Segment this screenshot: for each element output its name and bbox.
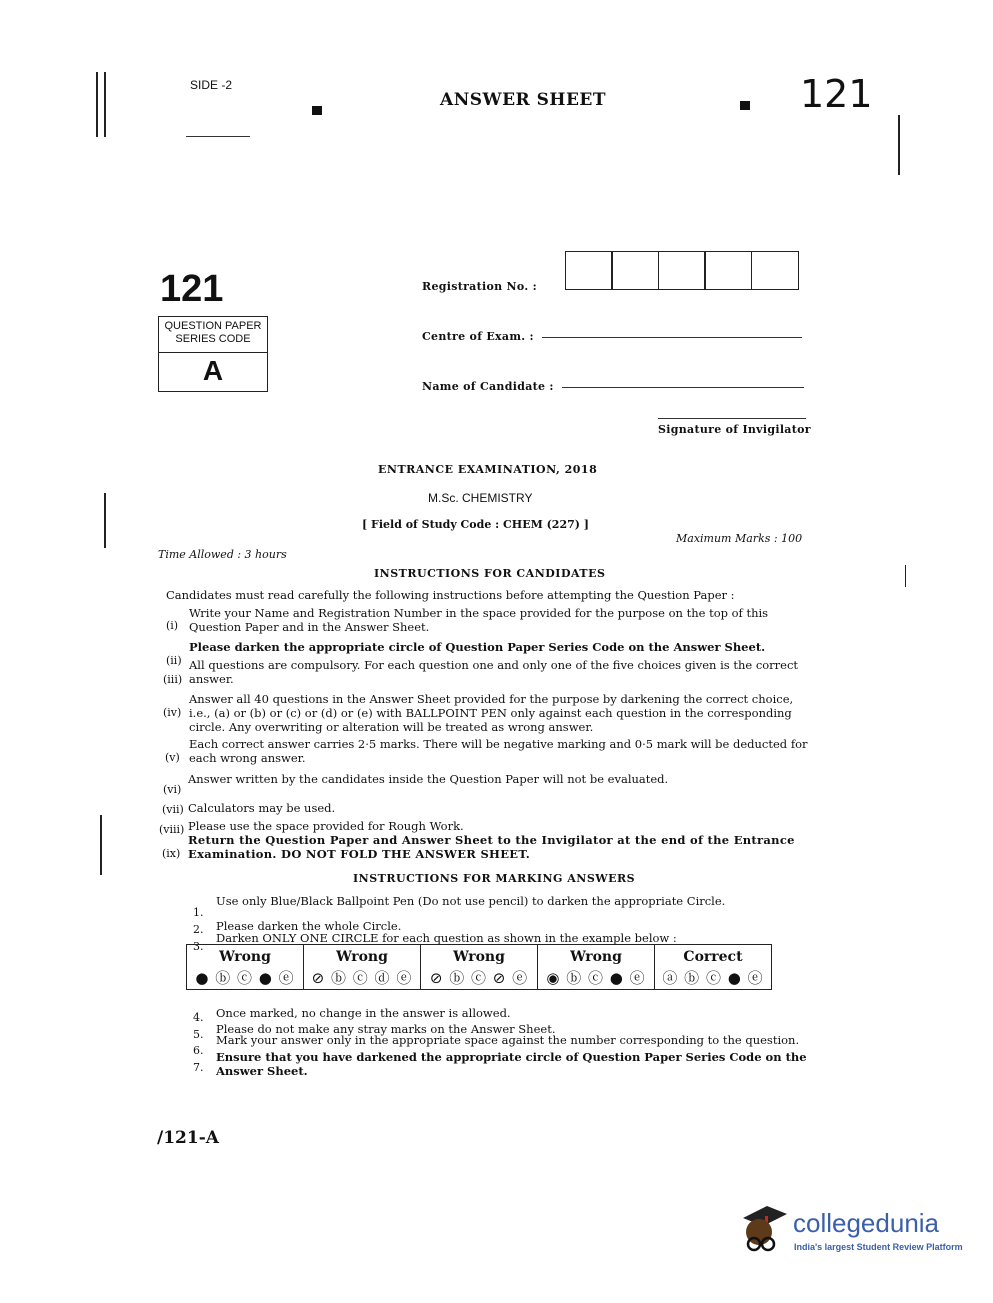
scan-mark [104,72,106,137]
marking-item: Once marked, no change in the answer is allowed. [216,1006,511,1020]
marking-number: 4. [193,1011,204,1024]
centre-field[interactable] [542,337,802,338]
registration-digit-box[interactable] [704,251,752,290]
marking-item: Mark your answer only in the appropriate space against the number corresponding to the question. [216,1033,800,1047]
instruction-number: (v) [165,751,180,764]
time-allowed: Time Allowed : 3 hours [158,548,287,561]
centre-label: Centre of Exam. : [422,330,534,343]
series-number: 121 [160,268,224,310]
marking-number: 3. [193,940,204,953]
marking-number: 2. [193,923,204,936]
marking-number: 7. [193,1061,204,1074]
brand-name: collegedunia [793,1208,940,1238]
example-cell: Correct ⓐ ⓑ ⓒ ● ⓔ [655,945,772,990]
alignment-mark [740,101,750,110]
marking-number: 1. [193,906,204,919]
marking-item: Use only Blue/Black Ballpoint Pen (Do not use pencil) to darken the appropriate Circle. [216,894,726,908]
instruction-item: Please darken the appropriate circle of Question Paper Series Code on the Answer Sheet. [189,640,766,654]
series-code-label: QUESTION PAPER SERIES CODE [164,320,262,345]
instruction-number: (viii) [159,823,185,836]
instruction-number: (ix) [162,847,181,860]
scan-mark [96,72,98,137]
marking-example-table [186,944,772,990]
instruction-number: (iii) [163,673,183,686]
scan-mark [100,815,102,875]
example-cell: Wrong ⊘ ⓑ ⓒ ⓓ ⓔ [304,945,421,990]
sheet-title: ANSWER SHEET [440,90,607,110]
scan-mark [898,115,900,175]
instruction-item: Each correct answer carries 2·5 marks. There will be negative marking and 0·5 mark will be deducted for each wrong answer. [189,737,808,765]
series-code-box [158,316,268,392]
registration-digit-box[interactable] [658,251,706,290]
instruction-item: Answer all 40 questions in the Answer Sheet provided for the purpose by darkening the correct choice, i.e., (a) or (b) or (c) or (d) or (e) with BALLPOINT PEN only against each question in the corresponding circle. Any overwriting or alteration will be treated as wrong answer. [189,692,794,734]
example-cell: Wrong ◉ ⓑ ⓒ ● ⓔ [538,945,655,990]
candidate-instructions-heading: INSTRUCTIONS FOR CANDIDATES [374,567,606,580]
marking-item: Please do not make any stray marks on the Answer Sheet. [216,1022,556,1036]
field-code: [ Field of Study Code : CHEM (227) ] [362,518,589,531]
instruction-number: (i) [166,619,179,632]
registration-digit-box[interactable] [565,251,613,290]
candidate-instructions-intro: Candidates must read carefully the following instructions before attempting the Question Paper : [166,588,735,602]
signature-line[interactable] [658,418,806,419]
instruction-item: All questions are compulsory. For each question one and only one of the five choices given is the correct answer. [189,658,799,686]
paper-code-footer: /121-A [157,1128,219,1148]
instruction-number: (iv) [163,706,182,719]
paper-number: 121 [800,72,873,116]
side-label: SIDE -2 [190,78,233,92]
instruction-number: (ii) [166,654,182,667]
exam-name: ENTRANCE EXAMINATION, 2018 [378,463,598,476]
signature-label: Signature of Invigilator [658,423,811,436]
instruction-number: (vi) [163,783,182,796]
example-cell: Wrong ● ⓑ ⓒ ● ⓔ [187,945,304,990]
max-marks: Maximum Marks : 100 [676,532,803,545]
header-rule [186,136,250,137]
instruction-item: Calculators may be used. [188,801,336,815]
registration-boxes[interactable] [566,251,799,290]
series-code-letter: A [202,355,224,386]
alignment-mark [312,106,322,115]
instruction-item: Write your Name and Registration Number in the space provided for the purpose on the top of this Question Paper and in the Answer Sheet. [189,606,769,634]
instruction-number: (vii) [162,803,184,816]
example-cell: Wrong ⊘ ⓑ ⓒ ⊘ ⓔ [421,945,538,990]
instruction-item: Return the Question Paper and Answer Sheet to the Invigilator at the end of the Entrance Examination. DO NOT FOLD THE ANSWER SHEET. [188,833,795,861]
registration-digit-box[interactable] [611,251,659,290]
scan-mark [905,565,906,587]
marking-number: 5. [193,1028,204,1041]
subject: M.Sc. CHEMISTRY [428,491,533,505]
instruction-item: Answer written by the candidates inside the Question Paper will not be evaluated. [188,772,669,786]
marking-item: Darken ONLY ONE CIRCLE for each question as shown in the example below : [216,931,677,945]
candidate-name-field[interactable] [562,387,804,388]
registration-label: Registration No. : [422,280,537,293]
registration-digit-box[interactable] [751,251,799,290]
marking-number: 6. [193,1044,204,1057]
candidate-name-label: Name of Candidate : [422,380,554,393]
marking-item: Ensure that you have darkened the appropriate circle of Question Paper Series Code on the Answer Sheet. [216,1050,807,1078]
scan-mark [104,493,106,548]
marking-instructions-heading: INSTRUCTIONS FOR MARKING ANSWERS [353,872,636,885]
collegedunia-logo-icon [737,1200,789,1255]
marking-item: Please darken the whole Circle. [216,919,402,933]
instruction-item: Please use the space provided for Rough Work. [188,819,464,833]
brand-tagline: India's largest Student Review Platform [794,1242,963,1252]
